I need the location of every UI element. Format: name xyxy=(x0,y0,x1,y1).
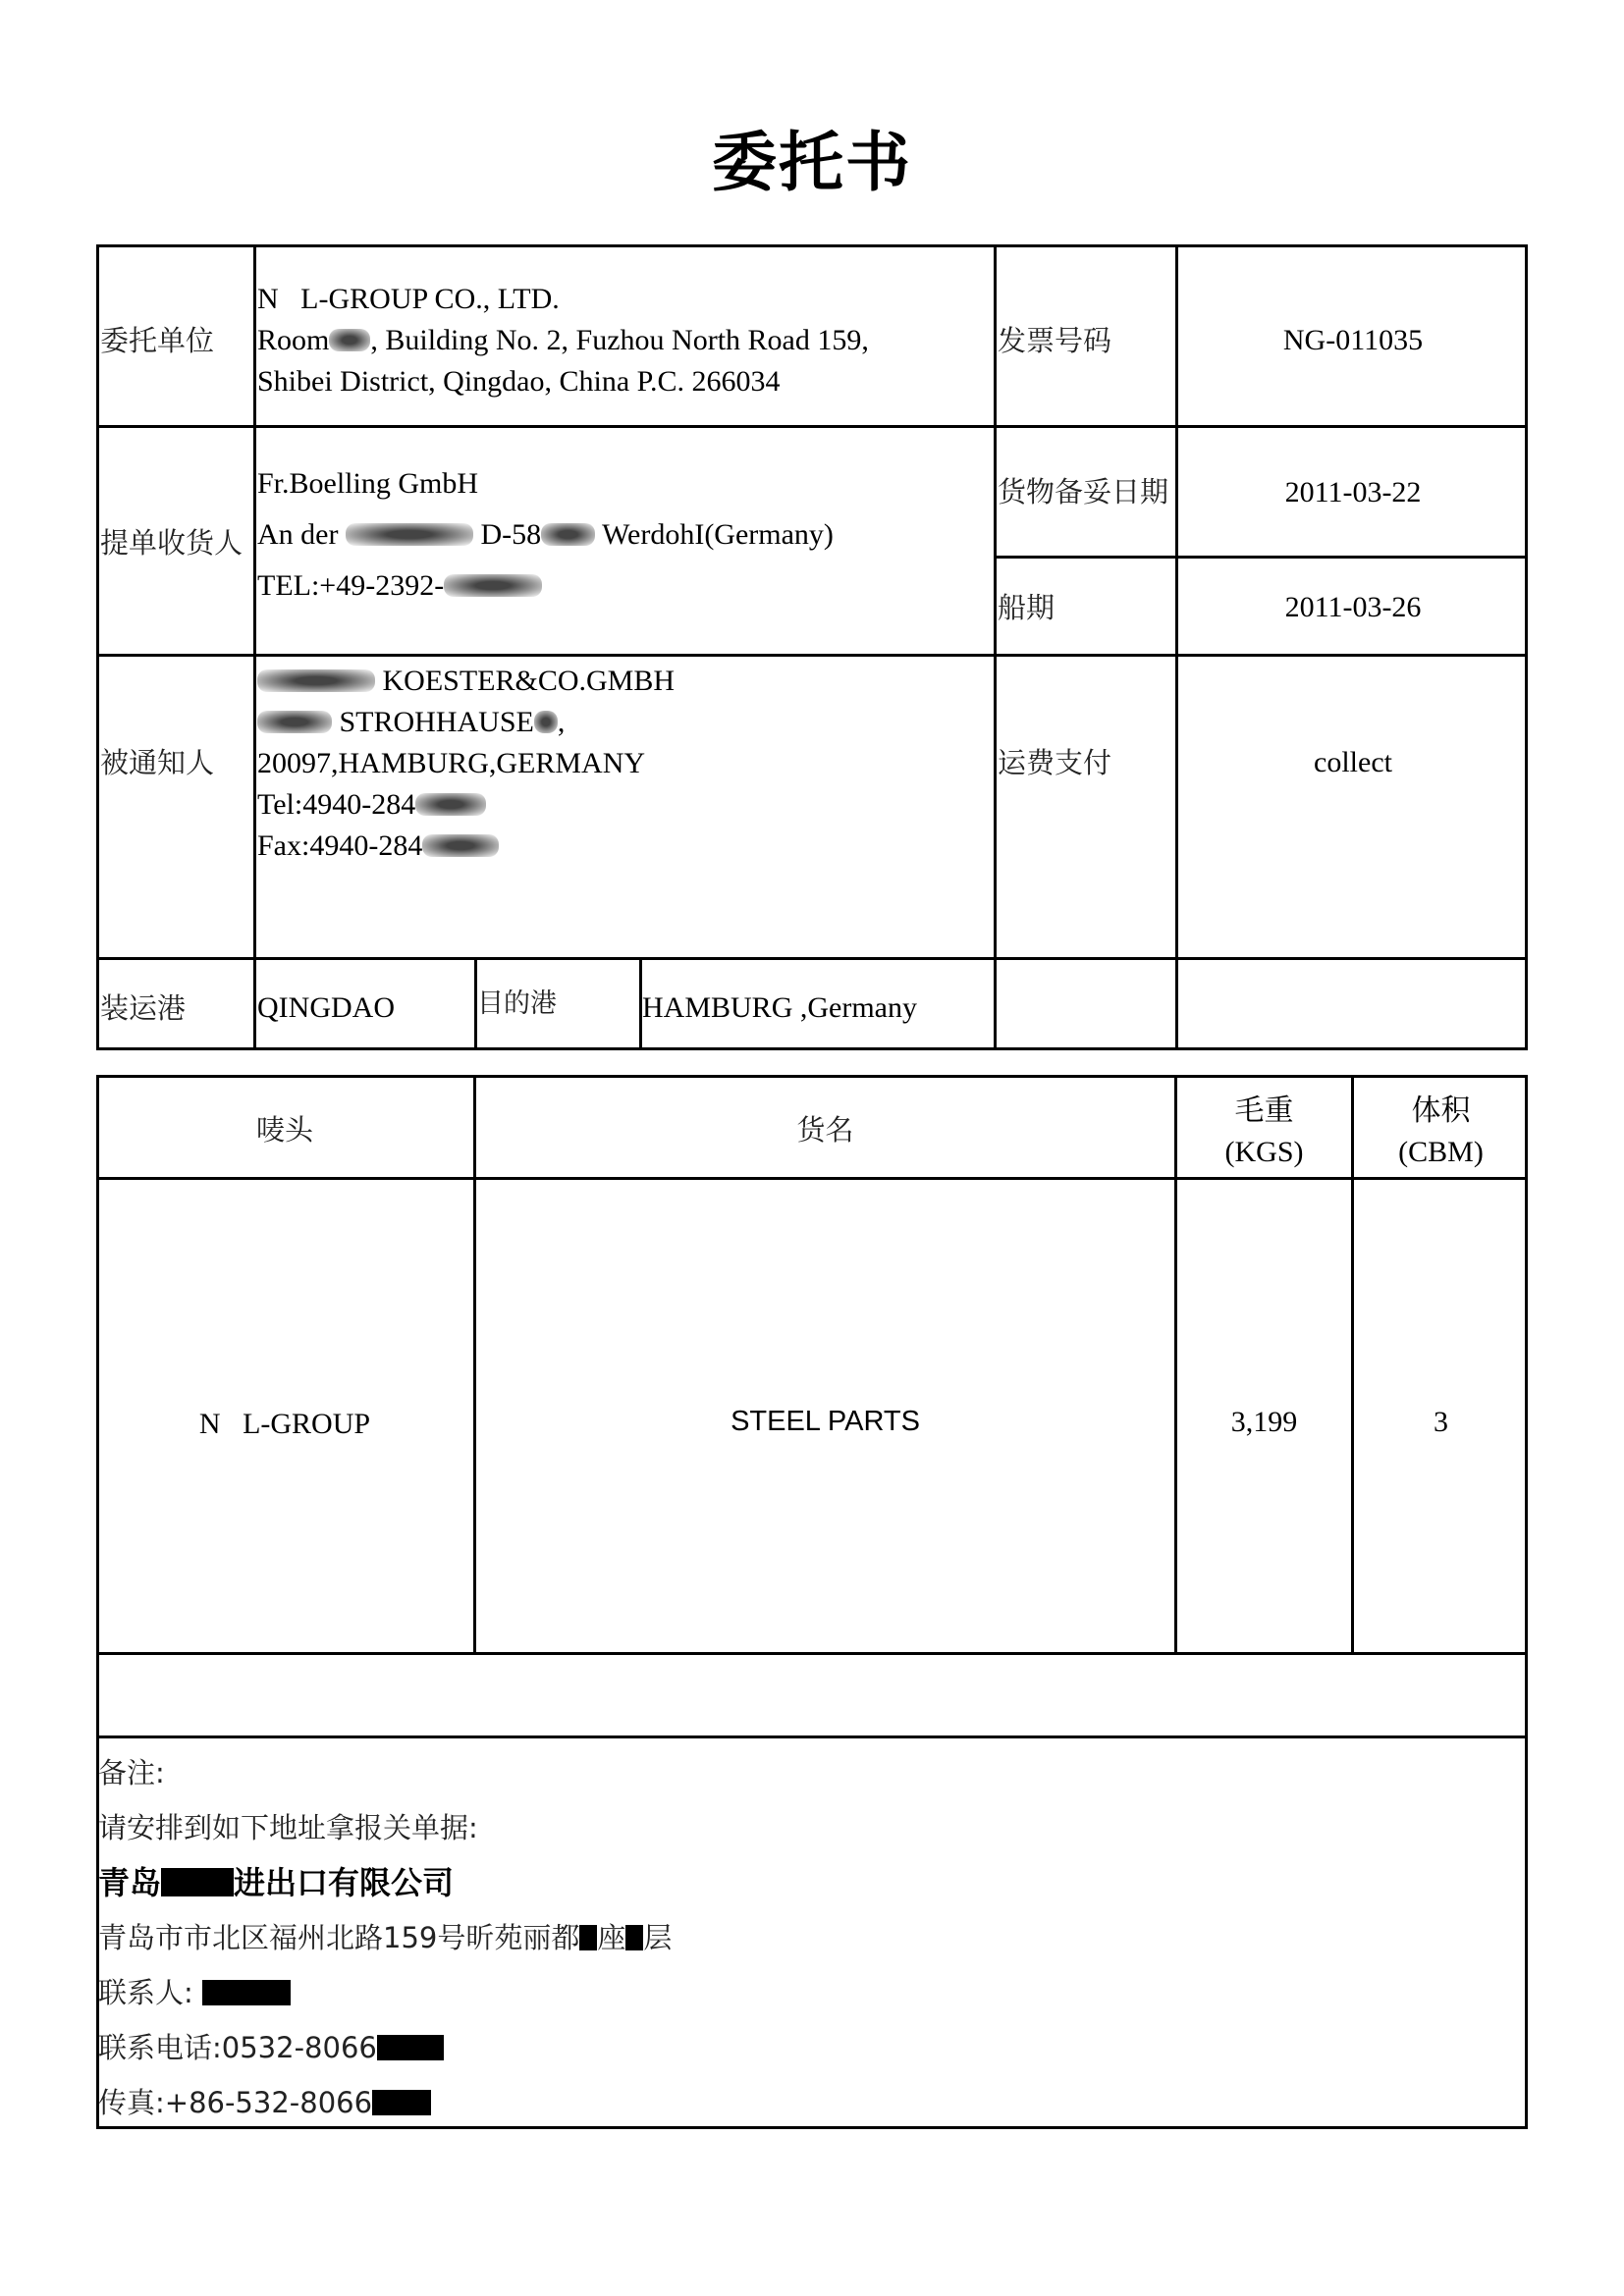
redaction-mark xyxy=(534,711,558,733)
consignor-line2 xyxy=(257,320,984,361)
redaction-mark xyxy=(444,574,542,597)
consignee-line2-b: D-58 xyxy=(480,518,542,551)
remarks-company xyxy=(98,1855,1512,1910)
weight-header: 毛重 (KGS) xyxy=(1224,1095,1304,1168)
redaction-mark xyxy=(377,2035,444,2060)
weight-value: 3,199 xyxy=(1230,1406,1298,1438)
consignee-line1: Fr.Boelling GmbH xyxy=(257,467,479,500)
redaction-mark xyxy=(625,1925,643,1950)
consignee-line2-c: WerdohI(Germany) xyxy=(602,518,834,551)
consignee-line3 xyxy=(257,565,984,607)
invoice-label: 发票号码 xyxy=(998,324,1112,357)
ready-date-label: 货物备妥日期 xyxy=(998,475,1169,508)
port-of-discharge: HAMBURG ,Germany xyxy=(642,991,917,1024)
notify-fax: Fax:4940-284 xyxy=(257,829,423,862)
notify-line5 xyxy=(257,826,984,867)
fax-number: 传真:+86-532-8066 xyxy=(98,2086,373,2119)
consignee-phone: TEL:+49-2392- xyxy=(257,569,445,602)
remarks-address xyxy=(98,1910,1512,1965)
remarks-phone xyxy=(98,2020,1512,2075)
port-of-discharge-label: 目的港 xyxy=(477,988,557,1019)
freight-label: 运费支付 xyxy=(998,746,1112,779)
marks-header: 唛头 xyxy=(255,1113,313,1147)
consignee-line2 xyxy=(257,514,984,556)
consignee-label: 提单收货人 xyxy=(100,526,244,560)
notify-line2: STROHHAUSE , xyxy=(257,702,984,743)
marks-value: N L-GROUP xyxy=(198,1408,371,1440)
description-header: 货名 xyxy=(796,1113,854,1147)
sailing-date: 2011-03-26 xyxy=(1284,591,1422,623)
redaction-mark xyxy=(202,1980,291,2005)
consignor-line3: Shibei District, Qingdao, China P.C. 266034 xyxy=(257,365,781,398)
notify-address xyxy=(257,661,984,867)
description-value: STEEL PARTS xyxy=(731,1406,920,1437)
address-block: 座 xyxy=(597,1921,626,1954)
port-of-loading: QINGDAO xyxy=(257,991,395,1024)
notify-tel: Tel:4940-284 xyxy=(257,788,416,821)
notify-label: 被通知人 xyxy=(100,746,215,779)
invoice-number: NG-011035 xyxy=(1282,324,1424,356)
redaction-mark xyxy=(372,2090,431,2115)
remarks-fax xyxy=(98,2075,1512,2130)
port-of-loading-label: 装运港 xyxy=(100,991,187,1025)
remarks-contact xyxy=(98,1965,1512,2020)
redaction-mark xyxy=(329,329,370,351)
redaction-mark xyxy=(415,793,486,816)
redaction-mark xyxy=(257,711,332,733)
ready-date: 2011-03-22 xyxy=(1284,476,1422,508)
consignor-line2-start: Room xyxy=(257,324,330,356)
address-floor: 层 xyxy=(643,1921,673,1954)
volume-header: 体积 (CBM) xyxy=(1398,1095,1484,1168)
phone-number: 联系电话:0532-8066 xyxy=(98,2031,377,2064)
company-prefix: 青岛 xyxy=(98,1864,162,1901)
redaction-mark xyxy=(257,669,375,692)
consignee-line2-a: An der xyxy=(257,518,339,551)
redaction-mark xyxy=(346,523,473,546)
consignor-address xyxy=(257,279,984,402)
notify-line1 xyxy=(257,661,984,702)
company-suffix: 进出口有限公司 xyxy=(234,1864,455,1901)
redaction-mark xyxy=(541,523,595,546)
remarks-instruction: 请安排到如下地址拿报关单据: xyxy=(98,1811,478,1844)
redaction-mark xyxy=(161,1868,234,1896)
sailing-label: 船期 xyxy=(998,591,1056,624)
document-title: 委托书 xyxy=(712,124,912,200)
consignor-line2-end: , Building No. 2, Fuzhou North Road 159, xyxy=(370,324,869,356)
notify-company: KOESTER&CO.GMBH xyxy=(382,665,676,697)
redaction-mark xyxy=(579,1925,597,1950)
notify-line4 xyxy=(257,784,984,826)
freight-term: collect xyxy=(1314,746,1392,778)
consignor-label: 委托单位 xyxy=(100,324,215,357)
volume-value: 3 xyxy=(1434,1406,1448,1438)
notify-line3: 20097,HAMBURG,GERMANY xyxy=(257,747,646,779)
notify-street: STROHHAUSE xyxy=(339,706,534,738)
contact-label: 联系人: xyxy=(98,1976,193,2009)
remarks-block xyxy=(98,1745,1512,2130)
redaction-mark xyxy=(422,834,499,857)
consignor-line1: N L-GROUP CO., LTD. xyxy=(257,283,560,315)
address-main: 青岛市市北区福州北路159号昕苑丽都 xyxy=(98,1921,580,1954)
consignee-address xyxy=(257,463,984,607)
remarks-label: 备注: xyxy=(98,1756,165,1789)
